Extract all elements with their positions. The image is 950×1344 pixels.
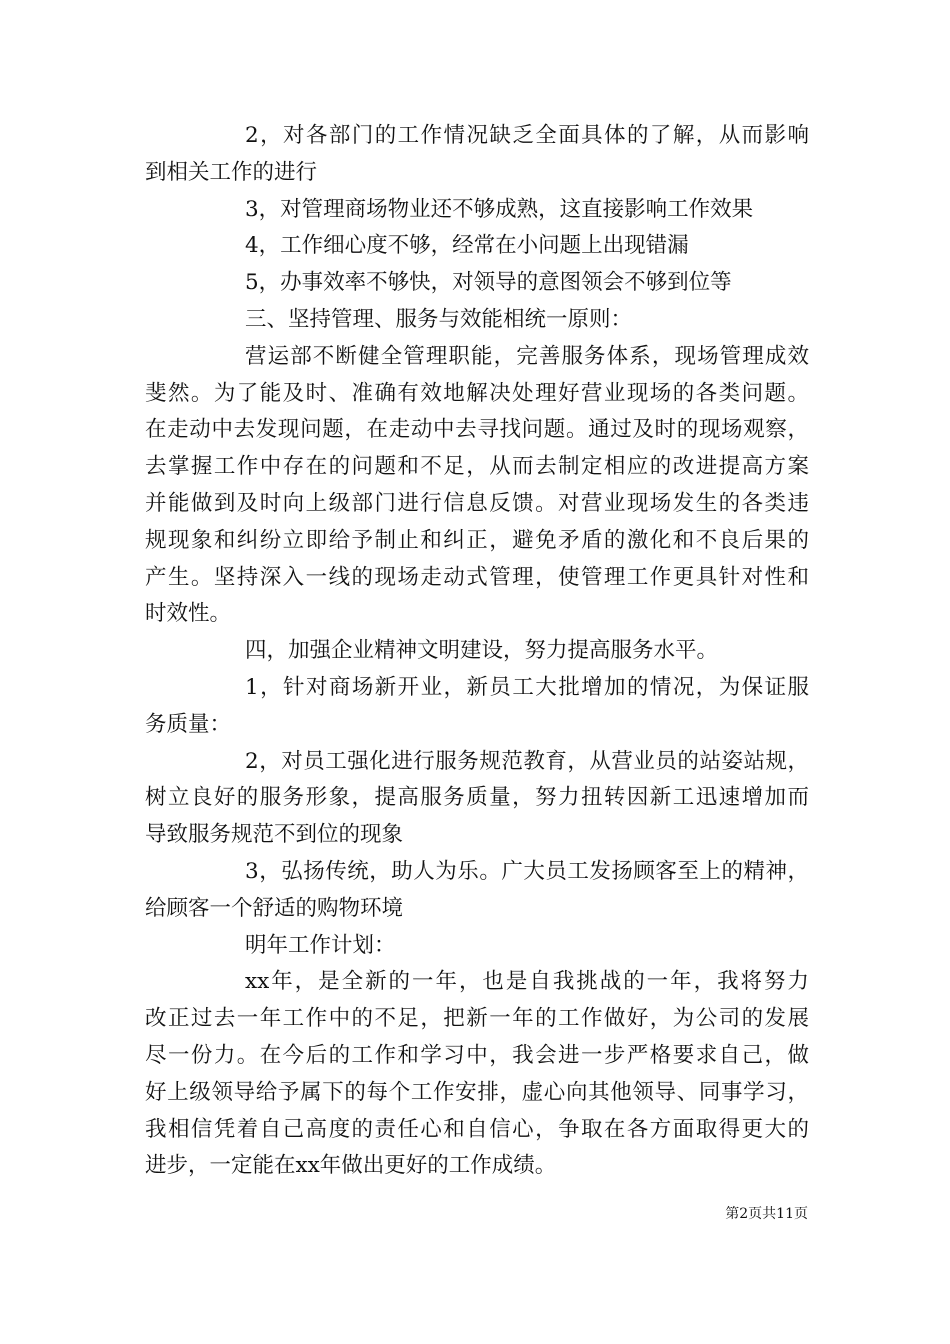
text-line: 给顾客一个舒适的购物环境 bbox=[145, 895, 404, 921]
text-line: 在走动中去发现问题，在走动中去寻找问题。通过及时的现场观察， bbox=[145, 417, 809, 443]
text-line: 2，对员工强化进行服务规范教育，从营业员的站姿站规， bbox=[245, 748, 809, 774]
paragraph bbox=[145, 192, 809, 229]
text-line: 明年工作计划： bbox=[245, 932, 396, 958]
text-line: 并能做到及时向上级部门进行信息反馈。对营业现场发生的各类违 bbox=[145, 490, 809, 516]
text-line: 3，对管理商场物业还不够成熟，这直接影响工作效果 bbox=[245, 196, 754, 222]
paragraph bbox=[145, 228, 809, 265]
text-line: 规现象和纠纷立即给予制止和纠正，避免矛盾的激化和不良后果的 bbox=[145, 527, 809, 553]
text-line: 好上级领导给予属下的每个工作安排，虚心向其他领导、同事学习， bbox=[145, 1079, 809, 1105]
paragraph bbox=[145, 744, 809, 854]
paragraph bbox=[145, 854, 809, 928]
text-line: xx年，是全新的一年，也是自我挑战的一年，我将努力 bbox=[245, 969, 809, 995]
paragraph bbox=[145, 302, 809, 339]
text-line: 四，加强企业精神文明建设，努力提高服务水平。 bbox=[245, 638, 719, 664]
paragraph bbox=[145, 339, 809, 633]
paragraph bbox=[145, 964, 809, 1185]
text-line: 三、坚持管理、服务与效能相统一原则： bbox=[245, 306, 633, 332]
text-line: 进步，一定能在xx年做出更好的工作成绩。 bbox=[145, 1153, 557, 1179]
text-line: 去掌握工作中存在的问题和不足，从而去制定相应的改进提高方案 bbox=[145, 454, 809, 480]
text-line: 到相关工作的进行 bbox=[145, 159, 318, 185]
text-line: 1，针对商场新开业，新员工大批增加的情况，为保证服 bbox=[245, 674, 809, 700]
paragraph bbox=[145, 265, 809, 302]
text-line: 改正过去一年工作中的不足，把新一年的工作做好，为公司的发展 bbox=[145, 1006, 809, 1032]
text-line: 营运部不断健全管理职能，完善服务体系，现场管理成效 bbox=[245, 343, 809, 369]
text-line: 4，工作细心度不够，经常在小问题上出现错漏 bbox=[245, 233, 689, 259]
text-line: 3，弘扬传统，助人为乐。广大员工发扬顾客至上的精神， bbox=[245, 858, 809, 884]
page-number: 第2页共11页 bbox=[725, 1206, 808, 1222]
paragraph bbox=[145, 928, 809, 965]
text-line: 时效性。 bbox=[145, 601, 232, 627]
paragraph bbox=[145, 633, 809, 670]
text-line: 导致服务规范不到位的现象 bbox=[145, 822, 404, 848]
text-line: 产生。坚持深入一线的现场走动式管理，使管理工作更具针对性和 bbox=[145, 564, 809, 590]
text-line: 尽一份力。在今后的工作和学习中，我会进一步严格要求自己，做 bbox=[145, 1042, 809, 1068]
document-body bbox=[145, 118, 809, 1185]
text-line: 2，对各部门的工作情况缺乏全面具体的了解，从而影响 bbox=[245, 123, 809, 148]
text-line: 务质量： bbox=[145, 711, 232, 737]
paragraph bbox=[145, 670, 809, 744]
text-line: 5，办事效率不够快，对领导的意图领会不够到位等 bbox=[245, 270, 732, 296]
text-line: 斐然。为了能及时、准确有效地解决处理好营业现场的各类问题。 bbox=[145, 380, 809, 406]
text-line: 我相信凭着自己高度的责任心和自信心，争取在各方面取得更大的 bbox=[145, 1116, 809, 1142]
paragraph bbox=[145, 118, 809, 192]
text-line: 树立良好的服务形象，提高服务质量，努力扭转因新工迅速增加而 bbox=[145, 785, 809, 811]
